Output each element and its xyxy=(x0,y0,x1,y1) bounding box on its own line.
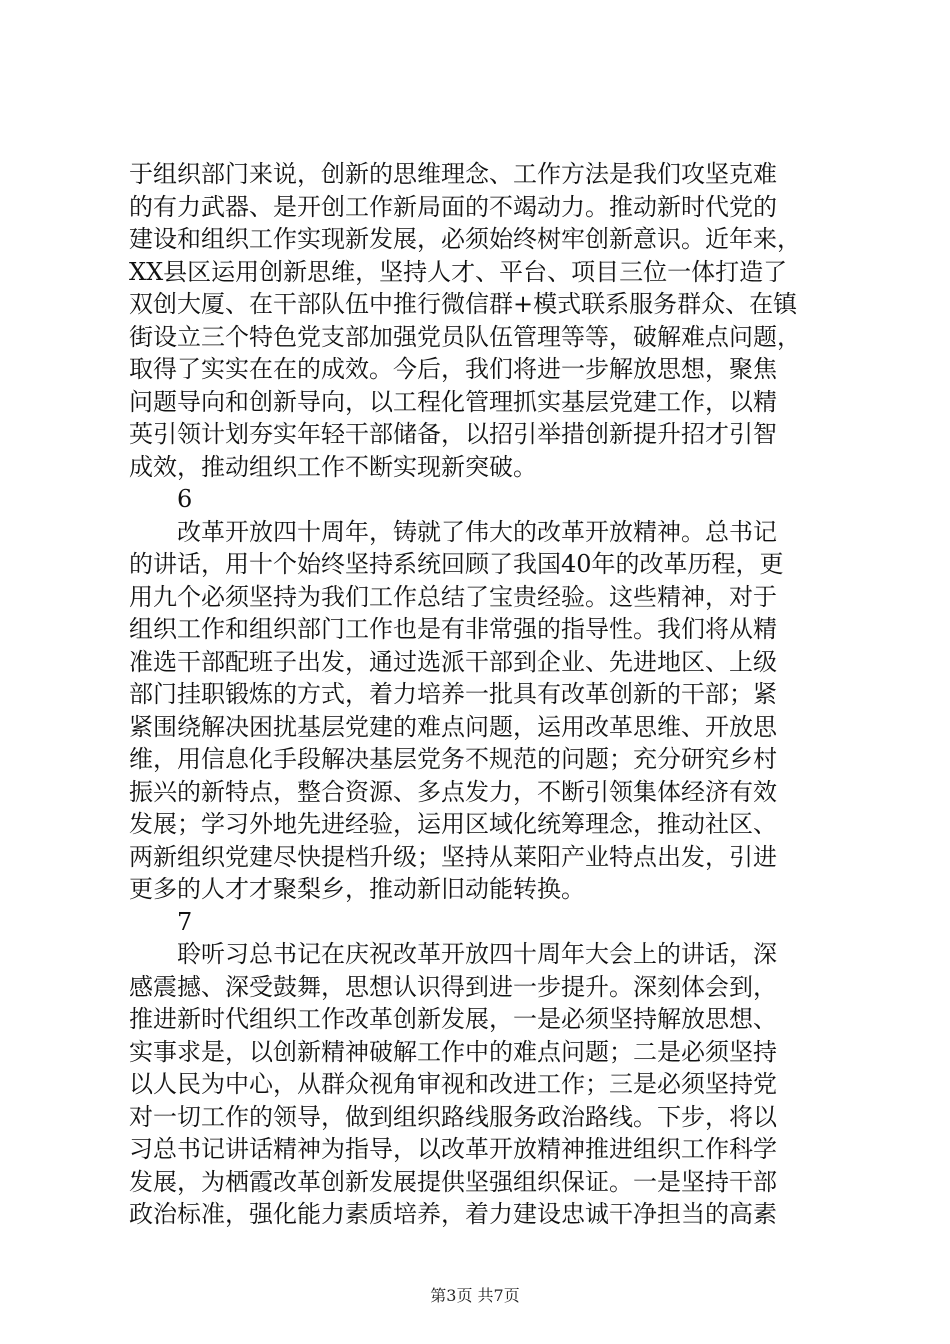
paragraph-line: 发展，为栖霞改革创新发展提供坚强组织保证。一是坚持干部 xyxy=(129,1167,777,1196)
paragraph-line: 取得了实实在在的成效。今后，我们将进一步解放思想，聚焦 xyxy=(129,355,777,383)
paragraph-line: 感震撼、深受鼓舞，思想认识得到进一步提升。深刻体会到， xyxy=(129,972,777,1001)
paragraph-line: 推进新时代组织工作改革创新发展，一是必须坚持解放思想、 xyxy=(129,1005,777,1033)
paragraph-line: 更多的人才才聚梨乡，推动新旧动能转换。 xyxy=(129,875,585,903)
paragraph-line: 组织工作和组织部门工作也是有非常强的指导性。我们将从精 xyxy=(129,615,777,643)
paragraph-line: 准选干部配班子出发，通过选派干部到企业、先进地区、上级 xyxy=(129,647,777,676)
paragraph-line: 维，用信息化手段解决基层党务不规范的问题；充分研究乡村 xyxy=(129,745,777,773)
paragraph-line: 实事求是，以创新精神破解工作中的难点问题；二是必须坚持 xyxy=(129,1037,777,1066)
paragraph-line: 用九个必须坚持为我们工作总结了宝贵经验。这些精神，对于 xyxy=(129,582,777,611)
paragraph-line: 紧围绕解决困扰基层党建的难点问题，运用改革思维、开放思 xyxy=(129,712,777,741)
section-number: 6 xyxy=(177,485,193,513)
paragraph-line: 聆听习总书记在庆祝改革开放四十周年大会上的讲话，深 xyxy=(129,940,777,968)
paragraph xyxy=(129,516,829,906)
paragraph-line: 双创大厦、在干部队伍中推行微信群+模式联系服务群众、在镇 xyxy=(129,290,798,318)
paragraph-line: 成效，推动组织工作不断实现新突破。 xyxy=(129,452,537,481)
paragraph-line: 振兴的新特点，整合资源、多点发力，不断引领集体经济有效 xyxy=(129,777,777,806)
paragraph-line: 的讲话，用十个始终坚持系统回顾了我国40年的改革历程，更 xyxy=(129,550,784,578)
paragraph-line: 的有力武器、是开创工作新局面的不竭动力。推动新时代党的 xyxy=(129,192,777,221)
paragraph-line: 习总书记讲话精神为指导，以改革开放精神推进组织工作科学 xyxy=(129,1135,777,1163)
paragraph-line: 街设立三个特色党支部加强党员队伍管理等等，破解难点问题， xyxy=(129,322,801,351)
paragraph-line: 对一切工作的领导，做到组织路线服务政治路线。下步，将以 xyxy=(129,1102,777,1131)
paragraph-line: 于组织部门来说，创新的思维理念、工作方法是我们攻坚克难 xyxy=(129,160,777,188)
paragraph-line: 改革开放四十周年，铸就了伟大的改革开放精神。总书记 xyxy=(129,517,777,546)
paragraph-line: 英引领计划夯实年轻干部储备，以招引举措创新提升招才引智 xyxy=(129,420,777,448)
paragraph-line: 建设和组织工作实现新发展，必须始终树牢创新意识。近年来， xyxy=(129,225,801,253)
section-number: 7 xyxy=(177,907,193,936)
paragraph-line: 部门挂职锻炼的方式，着力培养一批具有改革创新的干部；紧 xyxy=(129,680,777,708)
paragraph-line: 政治标准，强化能力素质培养，着力建设忠诚干净担当的高素 xyxy=(129,1200,777,1228)
paragraph-line: 以人民为中心，从群众视角审视和改进工作；三是必须坚持党 xyxy=(129,1070,777,1098)
paragraph xyxy=(129,158,829,483)
document-body xyxy=(129,158,829,1231)
paragraph-line: 两新组织党建尽快提档升级；坚持从莱阳产业特点出发，引进 xyxy=(129,842,777,871)
paragraph-line: XX县区运用创新思维，坚持人才、平台、项目三位一体打造了 xyxy=(129,257,788,286)
paragraph-line: 发展；学习外地先进经验，运用区域化统筹理念，推动社区、 xyxy=(129,810,777,838)
paragraph-line: 问题导向和创新导向，以工程化管理抓实基层党建工作，以精 xyxy=(129,387,777,416)
paragraph xyxy=(129,938,829,1231)
page-footer: 第3页 共7页 xyxy=(430,1286,520,1305)
